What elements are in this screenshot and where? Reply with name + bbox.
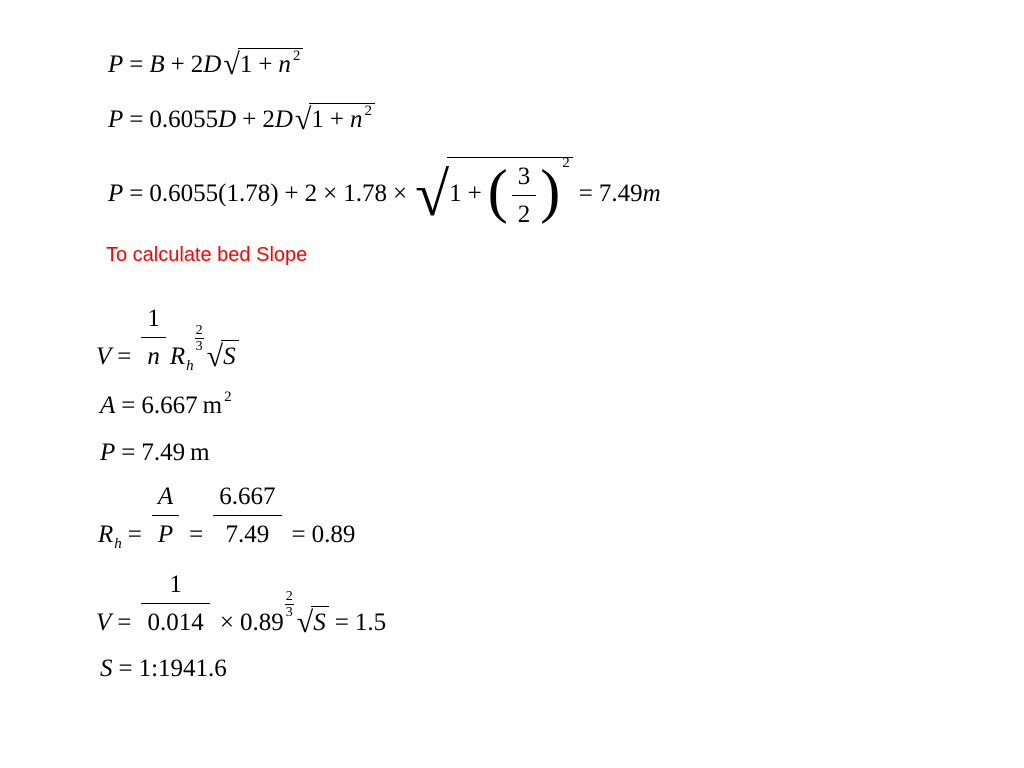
subscript-h: h [114, 536, 122, 552]
var-p: P [100, 439, 116, 466]
equation-perimeter-substituted [108, 103, 375, 136]
result-value: 0.89 [311, 521, 356, 548]
radicand: 1 + n $^2$ [309, 103, 375, 133]
square-root [221, 48, 303, 81]
equation-hydraulic-radius [98, 483, 356, 552]
radicand: 1 + ( $\frac{3}{2}$ ) $^2$ [447, 157, 573, 227]
plus-sign: + [170, 51, 185, 78]
equals-sign: = [189, 521, 204, 548]
square-root: √S [205, 340, 239, 370]
plus-sign: + [284, 180, 299, 207]
unit: m [190, 439, 210, 466]
var-p: P [108, 180, 124, 207]
radical-icon: √ [294, 103, 312, 136]
depth-value: 1.78 [343, 180, 388, 207]
left-paren: ( [487, 158, 508, 225]
exponent-two-thirds: $\frac{2}{3}$ [285, 588, 293, 620]
result-value: 1.5 [354, 609, 387, 636]
equals-sign: = [118, 655, 133, 682]
times-sign: × [219, 609, 234, 636]
fraction-slope: $\frac{3}{2}$ [512, 164, 537, 227]
equals-sign: = [117, 343, 132, 370]
equation-perimeter-numeric [108, 150, 661, 227]
equation-manning [96, 305, 239, 374]
slope-ratio: 1:1941.6 [138, 655, 227, 682]
var-r: R [169, 343, 186, 370]
var-d: D [218, 106, 237, 133]
exponent-two-thirds: $\frac{2}{3}$ [195, 322, 203, 354]
equals-sign: = [127, 521, 142, 548]
var-d: D [203, 51, 222, 78]
equation-velocity [96, 571, 387, 639]
var-r: R [98, 521, 114, 548]
result-value: 7.49 [598, 180, 643, 207]
equals-sign: = [578, 180, 593, 207]
perimeter-value: 7.49 [141, 439, 186, 466]
equals-sign: = [129, 51, 144, 78]
coef-two: 2 [262, 106, 275, 133]
var-b: B [149, 51, 165, 78]
area-value: 6.667 [141, 392, 198, 419]
equals-sign: = [121, 392, 136, 419]
radical-icon: √ [223, 48, 240, 81]
fraction-one-over-manning: $\frac{1}{0.014}$ [141, 572, 210, 635]
equals-sign: = [291, 521, 306, 548]
radicand: 1 + n $^2$ [238, 48, 304, 78]
equals-sign: = [117, 609, 132, 636]
equals-sign: = [121, 439, 136, 466]
fraction-one-over-n: $\frac{1}{n}$ [141, 306, 166, 369]
square-root [413, 150, 573, 227]
coef-value: 0.6055 [149, 106, 219, 133]
var-p: P [108, 51, 124, 78]
radical-icon: √ [296, 606, 314, 639]
equation-perimeter-general [108, 48, 303, 81]
var-a: A [100, 392, 116, 419]
radius-value: 0.89 [240, 609, 284, 636]
fraction-a-over-p: $\frac{A}{P}$ [152, 484, 179, 547]
square-root: √S [295, 606, 329, 636]
var-p: P [108, 106, 124, 133]
equals-sign: = [129, 106, 144, 133]
equals-sign: = [334, 609, 349, 636]
plus-sign: + [242, 106, 257, 133]
right-paren: ) [540, 158, 561, 225]
times-sign: × [393, 180, 408, 207]
fraction-numeric: $\frac{6.667}{7.49}$ [213, 484, 281, 547]
unit: m [202, 392, 223, 419]
radical-icon: √ [206, 340, 224, 373]
equation-bed-slope [100, 656, 227, 681]
unit: m [642, 180, 661, 207]
coef-two: 2 [304, 180, 318, 207]
equation-area: A = 6.667 m $^2$ [100, 389, 232, 419]
var-s: S [100, 655, 113, 682]
subscript-h: h [186, 358, 194, 374]
equation-perimeter-result [100, 440, 210, 465]
coef-two: 2 [190, 51, 204, 78]
var-v: V [96, 343, 112, 370]
depth-value: (1.78) [218, 180, 279, 207]
var-v: V [96, 609, 112, 636]
coef-value: 0.6055 [149, 180, 219, 207]
times-sign: × [323, 180, 338, 207]
square-root [293, 103, 375, 136]
var-d: D [274, 106, 293, 133]
section-caption: To calculate bed Slope [106, 244, 308, 266]
radical-icon: √ [415, 161, 450, 229]
equals-sign: = [129, 180, 144, 207]
